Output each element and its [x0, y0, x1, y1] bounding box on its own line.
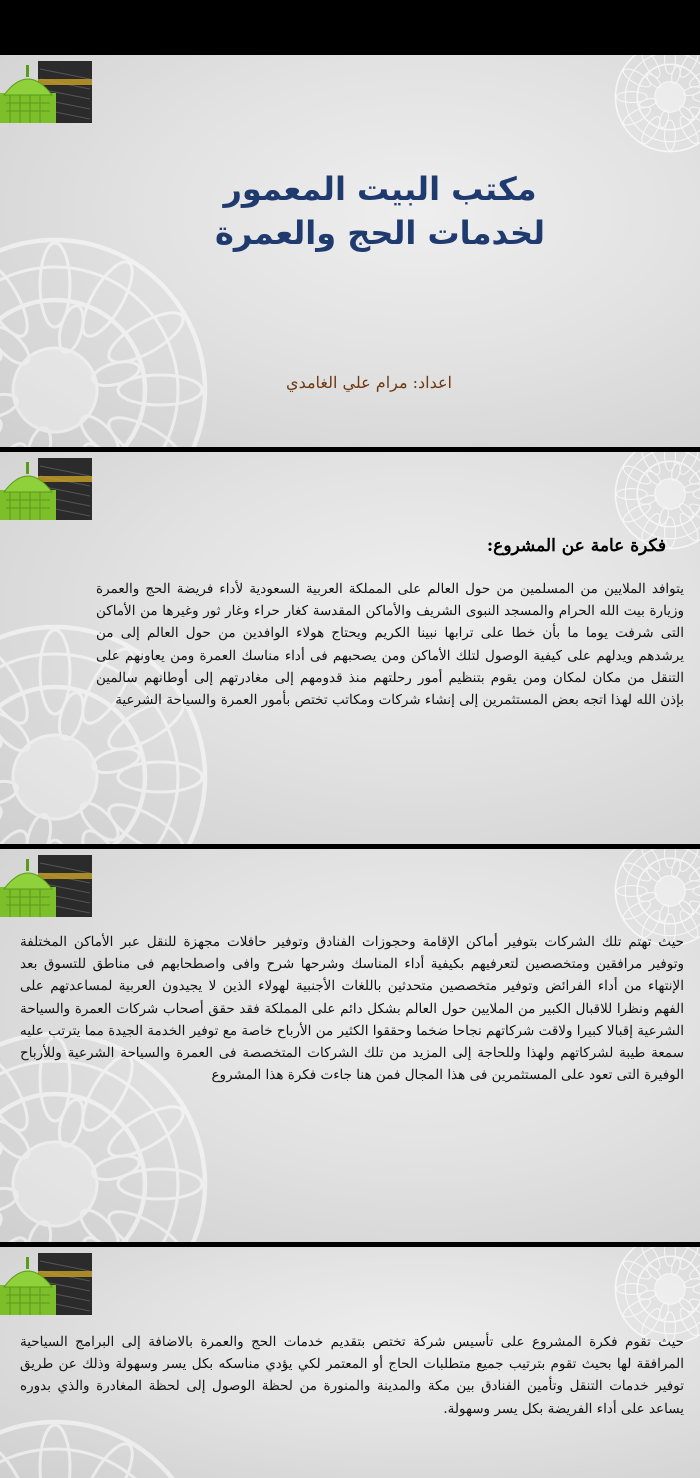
- green-dome-icon: [0, 1251, 92, 1317]
- title-line-2: لخدمات الحج والعمرة: [214, 214, 546, 252]
- rosette-ornament-icon: [0, 225, 220, 447]
- body-paragraph: يتوافد الملايين من المسلمين من حول العالم على المملكة العربية السعودية لأداء فريضة الحج والعمرة وزيارة بيت الله الحرام والمسجد النبوى الشريف والأماكن المقدسة كغار حراء وغار ثور وغيرها من الأماكن التى شرفت يوما ما بأن خطا على ترابها نبينا الكريم ويحتاج هولاء الوافدين من حول العالم إلى من يرشدهم ويدلهم على كيفية الوصول لتلك الأماكن ومن يصحبهم فى أداء مناسك العمرة ومن يعاونهم على التنقل من مكان لمكان ومن يقوم بتنظيم أمور رحلتهم منذ قدومهم إلى مغادرتهم إلى أوطانهم سالمين بإذن الله لهذا اتجه بعض المستثمرين إلى إنشاء شركات ومكاتب تختص بأمور العمرة والسياحة الشرعية: [96, 581, 684, 709]
- section-heading: فكرة عامة عن المشروع:: [486, 536, 666, 556]
- green-dome-icon: [0, 59, 92, 125]
- slide-title: [120, 167, 640, 255]
- green-dome-icon: [0, 853, 92, 919]
- body-paragraph: حيث تهتم تلك الشركات بتوفير أماكن الإقامة وحجوزات الفنادق وتوفير حافلات مجهزة للنقل عبر الأماكن المختلفة وتوفير مرافقين ومتخصصين لتعرفيهم بكيفية أداء المناسك وشرحها شرح وافى واصطحابهم فى مناطق للتسوق بعد الإنتهاء من أداء الفرائض وتوفير متخصصين متحدثين باللغات الأجنبية لهولاء الذين لا يجيدون العربية لمساعدتهم على الفهم ونظرا للاقبال الكبير من الملايين حول العالم بشكل دائم على المملكة فقد حقق أصحاب شركات العمرة والسياحة الشرعية إقبالا كبيرا ولاقت شركاتهم نجاحا ضخما وحققوا الكثير من الأرباح خاصة مع توفير الخدمة الجيدة مما يترتب عليه سمعة طيبة لشركاتهم ولهذا وللحاجة إلى المزيد من تلك الشركات المتخصصة فى العمرة والسياحة الشرعية وللأرباح الوفيرة التى تعود على المستثمرين فى هذا المجال فمن هنا جاءت فكرة هذا المشروع: [20, 934, 684, 1084]
- project-idea-slide: [0, 1247, 700, 1478]
- overview-slide: [0, 452, 700, 844]
- services-slide: [0, 849, 700, 1242]
- author-credit: اعداد: مرام علي الغامدي: [286, 373, 452, 392]
- green-dome-icon: [0, 456, 92, 522]
- title-slide: [0, 55, 700, 447]
- title-line-1: مكتب البيت المعمور: [223, 170, 537, 208]
- body-paragraph: حيث تقوم فكرة المشروع على تأسيس شركة تختص بتقديم خدمات الحج والعمرة بالاضافة إلى البرامج السياحية المرافقة لها بحيث تقوم بترتيب جميع متطلبات الحاج أو المعتمر لكي يؤدي مناسكه بكل يسر وسهولة وذلك عن طريق توفير خدمات التنقل وتأمين الفنادق بين مكة والمدينة والمنورة من لحظة الوصول إلى لحظة المغادرة والذي بدوره يساعد على أداء الفريضة بكل يسر وسهولة.: [20, 1334, 684, 1417]
- rosette-ornament-icon: [610, 55, 700, 157]
